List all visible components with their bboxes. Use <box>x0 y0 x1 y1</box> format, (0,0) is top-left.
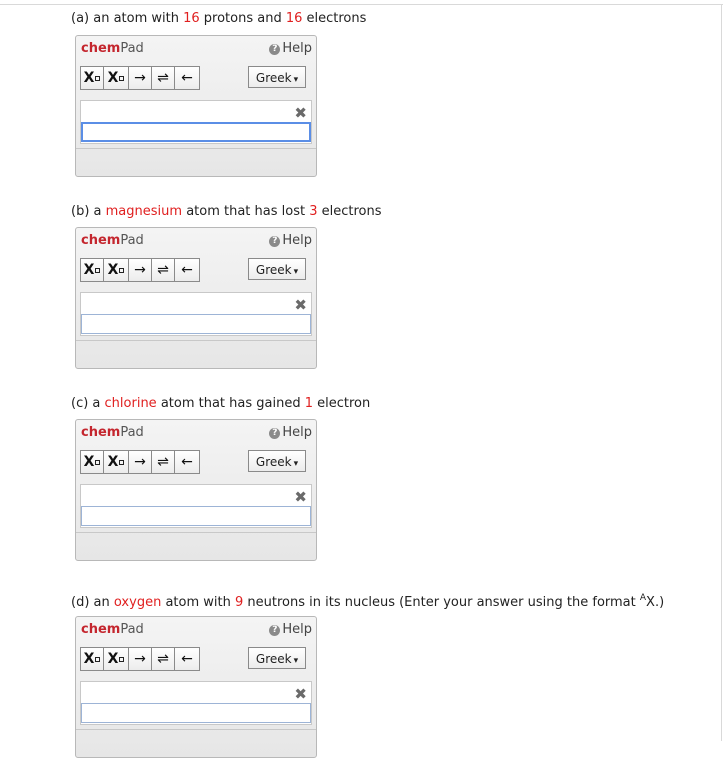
subscript-button[interactable] <box>80 450 104 474</box>
top-divider <box>0 4 723 5</box>
help-button[interactable] <box>269 425 312 440</box>
format-superscript: A <box>639 593 647 603</box>
subscript-button[interactable] <box>80 647 104 671</box>
arrow-right-icon: → <box>134 454 146 470</box>
subscript-box-icon <box>95 657 100 662</box>
caret-down-icon: ▾ <box>293 267 299 277</box>
subscript-button[interactable] <box>80 258 104 282</box>
answer-input[interactable] <box>81 314 311 334</box>
question-text: atom that has gained <box>156 396 305 411</box>
equilibrium-button[interactable] <box>151 450 175 474</box>
chempad-title-pad: Pad <box>120 425 144 440</box>
equilibrium-icon: ⇌ <box>157 454 169 470</box>
arrow-right-icon: → <box>134 70 146 86</box>
arrow-right-button[interactable] <box>128 450 152 474</box>
answer-area <box>80 100 312 144</box>
chempad-footer <box>76 148 316 149</box>
question-d <box>71 593 664 610</box>
highlight-value: oxygen <box>113 595 162 610</box>
greek-dropdown[interactable] <box>248 258 306 280</box>
superscript-button[interactable] <box>103 450 129 474</box>
arrow-left-icon: ← <box>181 651 193 667</box>
help-icon: ? <box>269 44 280 55</box>
superscript-icon: X <box>107 651 119 667</box>
right-divider <box>721 4 722 741</box>
chempad-toolbar <box>80 450 200 474</box>
help-button[interactable] <box>269 233 312 248</box>
highlight-value: 16 <box>183 11 200 26</box>
help-icon: ? <box>269 236 280 247</box>
arrow-right-button[interactable] <box>128 647 152 671</box>
chempad-c <box>75 419 317 561</box>
arrow-right-button[interactable] <box>128 66 152 90</box>
greek-dropdown[interactable] <box>248 66 306 88</box>
highlight-value: 16 <box>285 11 303 26</box>
question-text: X.) <box>646 595 665 610</box>
subscript-icon: X <box>83 454 95 470</box>
chempad-title-pad: Pad <box>120 622 144 637</box>
answer-input[interactable] <box>81 122 311 142</box>
help-icon: ? <box>269 428 280 439</box>
chempad-title-pad: Pad <box>120 41 144 56</box>
chempad-title-chem: chem <box>81 425 121 440</box>
highlight-value: chlorine <box>104 396 157 411</box>
equilibrium-button[interactable] <box>151 647 175 671</box>
question-a <box>71 11 366 26</box>
chempad-a <box>75 35 317 177</box>
equilibrium-icon: ⇌ <box>157 262 169 278</box>
subscript-button[interactable] <box>80 66 104 90</box>
help-label: Help <box>282 233 312 248</box>
chempad-b <box>75 227 317 369</box>
subscript-icon: X <box>83 262 95 278</box>
subscript-icon: X <box>83 651 95 667</box>
equilibrium-button[interactable] <box>151 258 175 282</box>
chempad-header <box>76 420 316 446</box>
arrow-left-button[interactable] <box>174 258 200 282</box>
equilibrium-icon: ⇌ <box>157 70 169 86</box>
chempad-header <box>76 228 316 254</box>
arrow-left-icon: ← <box>181 262 193 278</box>
greek-dropdown[interactable] <box>248 450 306 472</box>
question-text: (c) a <box>71 396 105 411</box>
arrow-left-icon: ← <box>181 70 193 86</box>
arrow-right-button[interactable] <box>128 258 152 282</box>
answer-area <box>80 292 312 336</box>
chempad-header <box>76 617 316 643</box>
caret-down-icon: ▾ <box>293 656 299 666</box>
arrow-left-button[interactable] <box>174 647 200 671</box>
clear-icon[interactable]: ✖ <box>294 685 307 703</box>
subscript-box-icon <box>95 460 100 465</box>
question-text: (a) an atom with <box>71 11 184 26</box>
superscript-button[interactable] <box>103 647 129 671</box>
arrow-left-button[interactable] <box>174 66 200 90</box>
chempad-toolbar <box>80 66 200 90</box>
caret-down-icon: ▾ <box>293 459 299 469</box>
chempad-d <box>75 616 317 758</box>
answer-area <box>80 484 312 528</box>
answer-input[interactable] <box>81 703 311 723</box>
chempad-title <box>81 41 144 56</box>
superscript-box-icon <box>119 657 124 662</box>
highlight-value: 9 <box>234 595 244 610</box>
highlight-value: magnesium <box>105 204 183 219</box>
equilibrium-button[interactable] <box>151 66 175 90</box>
answer-input[interactable] <box>81 506 311 526</box>
arrow-left-icon: ← <box>181 454 193 470</box>
caret-down-icon: ▾ <box>293 75 299 85</box>
help-button[interactable] <box>269 41 312 56</box>
subscript-icon: X <box>83 70 95 86</box>
help-label: Help <box>282 41 312 56</box>
question-text: atom that has lost <box>182 204 310 219</box>
superscript-box-icon <box>119 268 124 273</box>
arrow-right-icon: → <box>134 262 146 278</box>
question-c <box>71 396 370 411</box>
chempad-title-chem: chem <box>81 233 121 248</box>
chempad-footer <box>76 729 316 730</box>
superscript-button[interactable] <box>103 258 129 282</box>
chempad-toolbar <box>80 258 200 282</box>
greek-label: Greek <box>255 71 292 85</box>
question-text: (d) an <box>71 595 114 610</box>
subscript-box-icon <box>95 76 100 81</box>
chempad-title-chem: chem <box>81 622 121 637</box>
superscript-box-icon <box>119 460 124 465</box>
clear-icon[interactable]: ✖ <box>294 488 307 506</box>
question-text: electrons <box>302 11 367 26</box>
greek-label: Greek <box>255 652 292 666</box>
question-text: atom with <box>161 595 235 610</box>
answer-area <box>80 681 312 725</box>
superscript-icon: X <box>107 262 119 278</box>
question-text: protons and <box>199 11 286 26</box>
arrow-left-button[interactable] <box>174 450 200 474</box>
chempad-title <box>81 425 144 440</box>
help-icon: ? <box>269 625 280 636</box>
chempad-title-chem: chem <box>81 41 121 56</box>
highlight-value: 3 <box>309 204 318 219</box>
greek-dropdown[interactable] <box>248 647 306 669</box>
equilibrium-icon: ⇌ <box>157 651 169 667</box>
question-text: electron <box>313 396 371 411</box>
superscript-icon: X <box>107 454 119 470</box>
question-text: electrons <box>317 204 382 219</box>
subscript-box-icon <box>95 268 100 273</box>
chempad-footer <box>76 532 316 533</box>
question-b <box>71 204 382 219</box>
arrow-right-icon: → <box>134 651 146 667</box>
superscript-icon: X <box>107 70 119 86</box>
chempad-footer <box>76 340 316 341</box>
question-text: (b) a <box>71 204 106 219</box>
clear-icon[interactable]: ✖ <box>294 296 307 314</box>
chempad-toolbar <box>80 647 200 671</box>
chempad-header <box>76 36 316 62</box>
superscript-button[interactable] <box>103 66 129 90</box>
greek-label: Greek <box>255 263 292 277</box>
clear-icon[interactable]: ✖ <box>294 104 307 122</box>
help-button[interactable] <box>269 622 312 637</box>
chempad-title-pad: Pad <box>120 233 144 248</box>
help-label: Help <box>282 622 312 637</box>
chempad-title <box>81 233 144 248</box>
help-label: Help <box>282 425 312 440</box>
chempad-title <box>81 622 144 637</box>
question-text: neutrons in its nucleus (Enter your answer using the format <box>243 595 640 610</box>
greek-label: Greek <box>255 455 292 469</box>
superscript-box-icon <box>119 76 124 81</box>
highlight-value: 1 <box>304 396 314 411</box>
